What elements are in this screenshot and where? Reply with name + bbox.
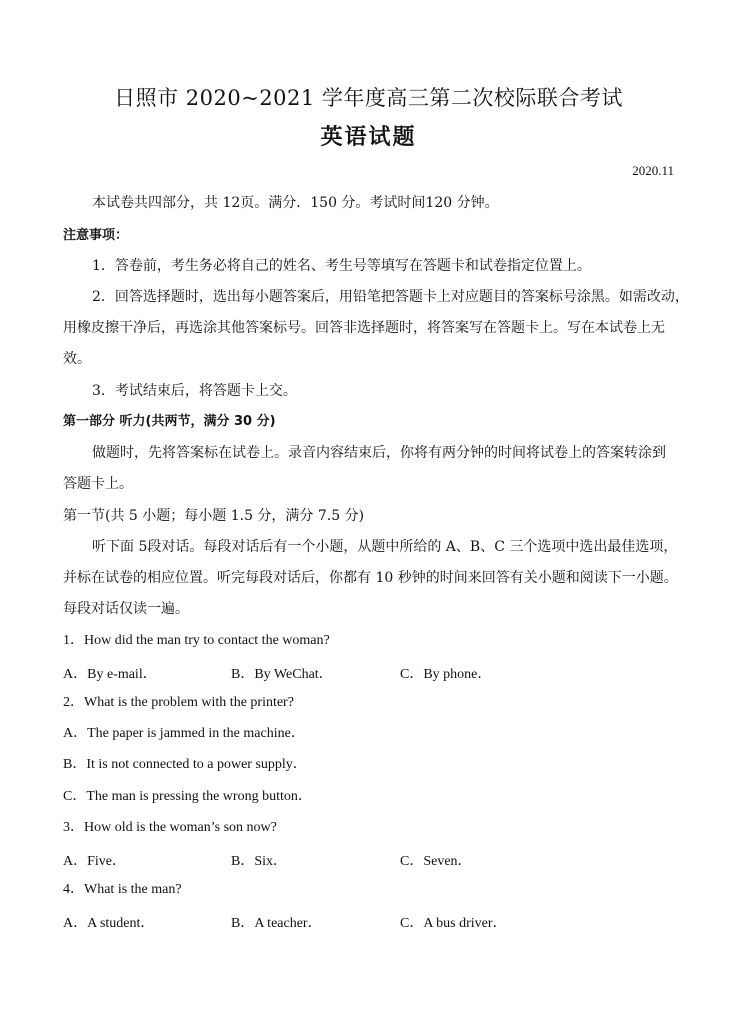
option-b: B．Six． [231,854,288,869]
part1-heading: 第一部分 听力(共两节，满分 30 分) [63,414,276,429]
options-row [63,663,683,681]
note-item-2-line1: 2．回答选择题时，选出每小题答案后，用铅笔把答题卡上对应题目的答案标号涂黑。如需改动， [92,289,689,305]
options-row [63,912,683,930]
option-a: A．By e-mail． [63,667,157,682]
question-stem: 2．What is the problem with the printer? [63,695,294,710]
note-item-2-line3: 效。 [63,351,91,367]
subject-title: 英语试题 [320,124,417,150]
part1-desc-line2: 答题卡上。 [63,476,133,492]
option-c: C．Seven． [400,854,472,869]
section1-heading: 第一节(共 5 小题；每小题 1.5 分，满分 7.5 分) [63,508,365,524]
question-stem: 1．How did the man try to contact the woman? [63,633,330,648]
option-b: B．By WeChat． [231,667,333,682]
option-c: C．By phone． [400,667,492,682]
option-a: A．Five． [63,854,126,869]
option-b: B．A teacher． [231,916,322,931]
options-row [63,850,683,868]
exam-date: 2020.11 [632,163,674,178]
note-item-3: 3．考试结束后，将答题卡上交。 [92,383,297,399]
option-c: C．The man is pressing the wrong button． [63,789,312,804]
exam-title: 日照市 2020~2021 学年度高三第二次校际联合考试 [114,86,623,110]
question-stem: 3．How old is the woman’s son now? [63,820,277,835]
notes-heading: 注意事项： [63,228,129,243]
note-item-2-line2: 用橡皮擦干净后，再选涂其他答案标号。回答非选择题时，将答案写在答题卡上。写在本试卷上无 [63,320,665,336]
option-a: A．The paper is jammed in the machine． [63,726,305,741]
option-c: C．A bus driver． [400,916,507,931]
option-b: B．It is not connected to a power supply． [63,757,307,772]
question-stem: 4．What is the man? [63,882,182,897]
intro-text: 本试卷共四部分，共 12页。满分．150 分。考试时间120 分钟。 [92,195,499,211]
option-a: A．A student． [63,916,155,931]
part1-desc-line1: 做题时，先将答案标在试卷上。录音内容结束后，你将有两分钟的时间将试卷上的答案转涂到 [92,445,666,461]
note-item-1: 1．答卷前，考生务必将自己的姓名、考生号等填写在答题卡和试卷指定位置上。 [92,258,591,274]
section1-line2: 并标在试卷的相应位置。听完每段对话后，你都有 10 秒钟的时间来回答有关小题和阅读下一小题。 [63,570,678,586]
section1-line3: 每段对话仅读一遍。 [63,601,189,617]
section1-line1: 听下面 5段对话。每段对话后有一个小题，从题中所给的 A、B、C 三个选项中选出最佳选项， [92,539,678,555]
